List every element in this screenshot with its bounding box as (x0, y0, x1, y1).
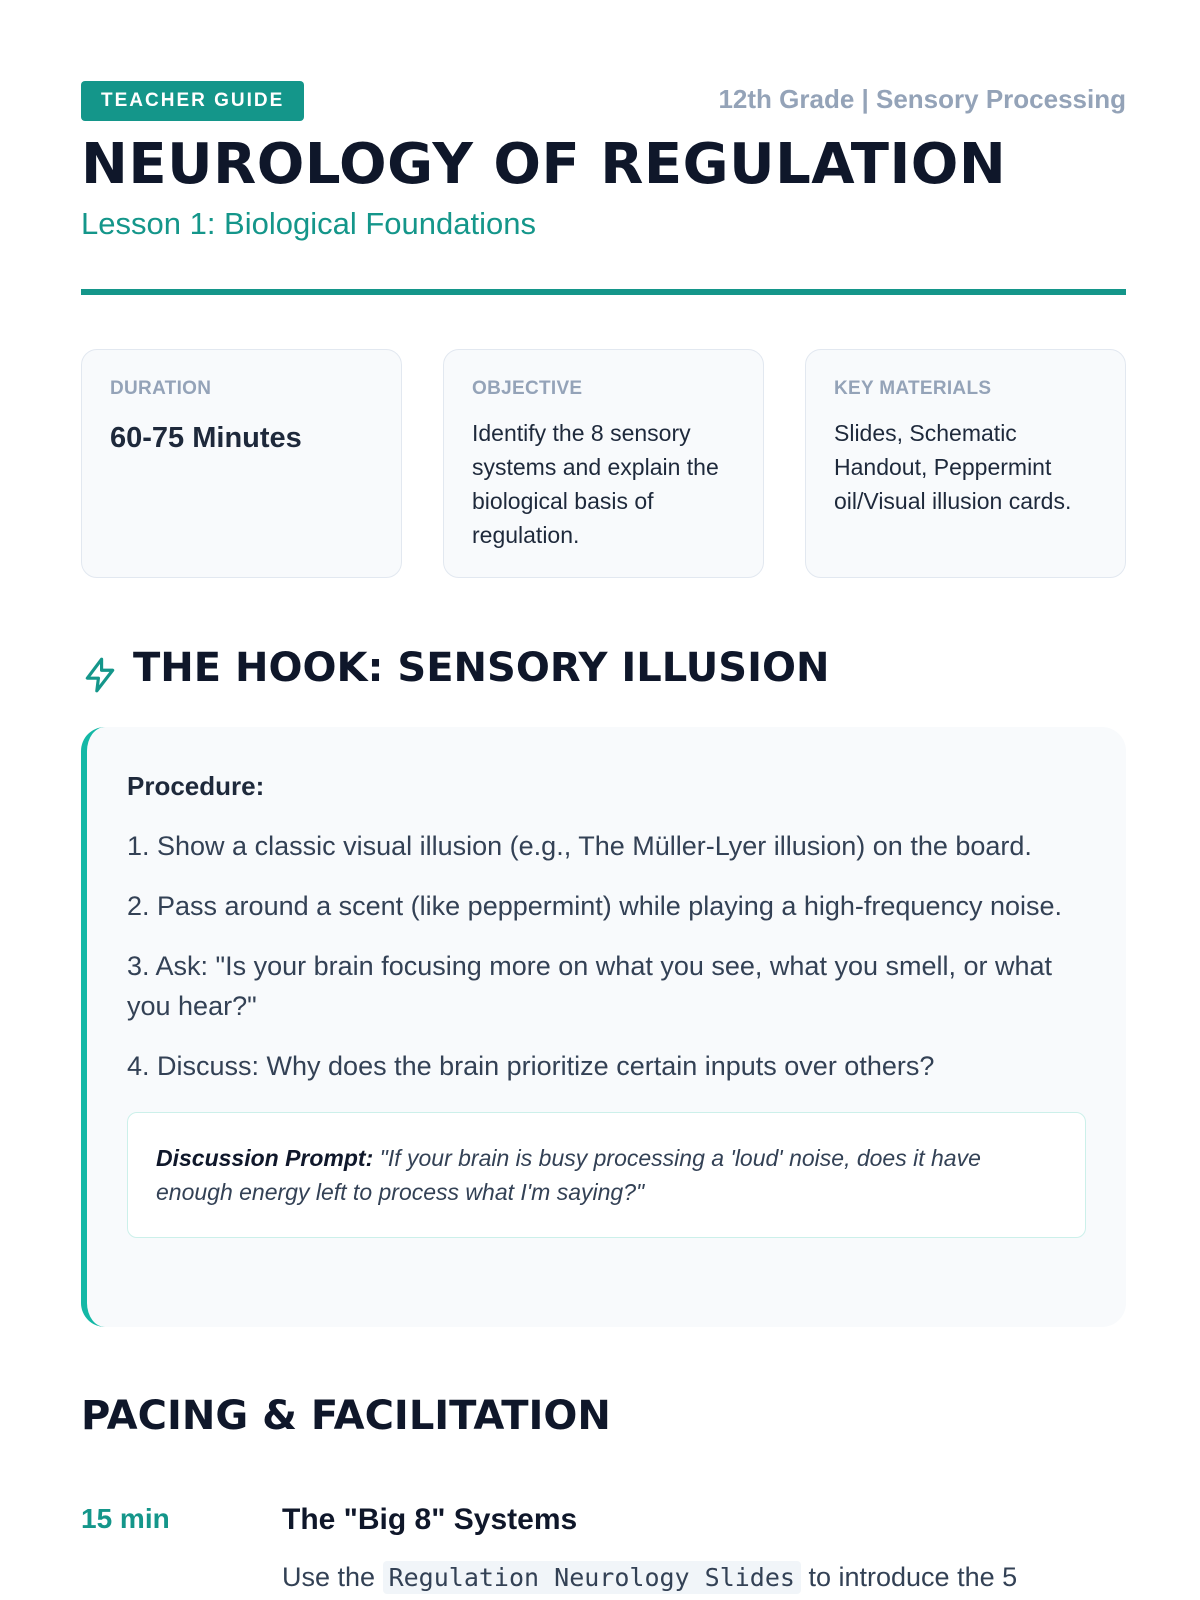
procedure-label: Procedure: (127, 771, 265, 801)
lightning-icon (81, 655, 119, 695)
discussion-prompt (127, 1112, 1086, 1238)
pacing-title: PACING & FACILITATION (81, 1393, 611, 1439)
pacing-item-body (282, 1562, 1017, 1593)
info-cards (81, 349, 1126, 579)
materials-card (805, 349, 1126, 578)
pacing-item-title: The "Big 8" Systems (282, 1503, 578, 1536)
objective-label: OBJECTIVE (472, 378, 583, 399)
objective-value: Identify the 8 sensory systems and explain the biological basis of regulation. (472, 420, 719, 548)
teacher-guide-badge: TEACHER GUIDE (81, 81, 304, 121)
hook-title: THE HOOK: SENSORY ILLUSION (133, 645, 830, 691)
procedure-steps (127, 826, 1086, 1086)
pacing-time: 15 min (81, 1503, 170, 1534)
hook-callout (81, 727, 1126, 1327)
materials-value: Slides, Schematic Handout, Peppermint oil/Visual illusion cards. (834, 420, 1072, 514)
slides-code: Regulation Neurology Slides (383, 1561, 801, 1594)
body-text: Use the (282, 1562, 376, 1592)
duration-label: DURATION (110, 378, 212, 399)
body-text: to introduce the 5 (808, 1562, 1018, 1592)
duration-card (81, 349, 402, 578)
procedure-step: 4. Discuss: Why does the brain prioritize certain inputs over others? (127, 1051, 935, 1081)
hook-heading (81, 645, 1126, 705)
procedure-step: 2. Pass around a scent (like peppermint) while playing a high-frequency noise. (127, 891, 1063, 921)
procedure-step: 3. Ask: "Is your brain focusing more on what you see, what you smell, or what you hear?" (127, 951, 1053, 1021)
prompt-text: "If your brain is busy processing a 'loud' noise, does it have enough energy left to process what I'm saying?" (156, 1145, 981, 1205)
grade-info: 12th Grade | Sensory Processing (718, 84, 1126, 114)
page-title: NEUROLOGY OF REGULATION (81, 132, 1007, 197)
header-divider (81, 289, 1126, 295)
materials-label: KEY MATERIALS (834, 378, 992, 399)
procedure-step: 1. Show a classic visual illusion (e.g., The Müller-Lyer illusion) on the board. (127, 831, 1032, 861)
duration-value: 60-75 Minutes (110, 422, 302, 454)
prompt-label: Discussion Prompt: (156, 1145, 374, 1171)
objective-card (443, 349, 764, 578)
lesson-subtitle: Lesson 1: Biological Foundations (81, 206, 536, 241)
